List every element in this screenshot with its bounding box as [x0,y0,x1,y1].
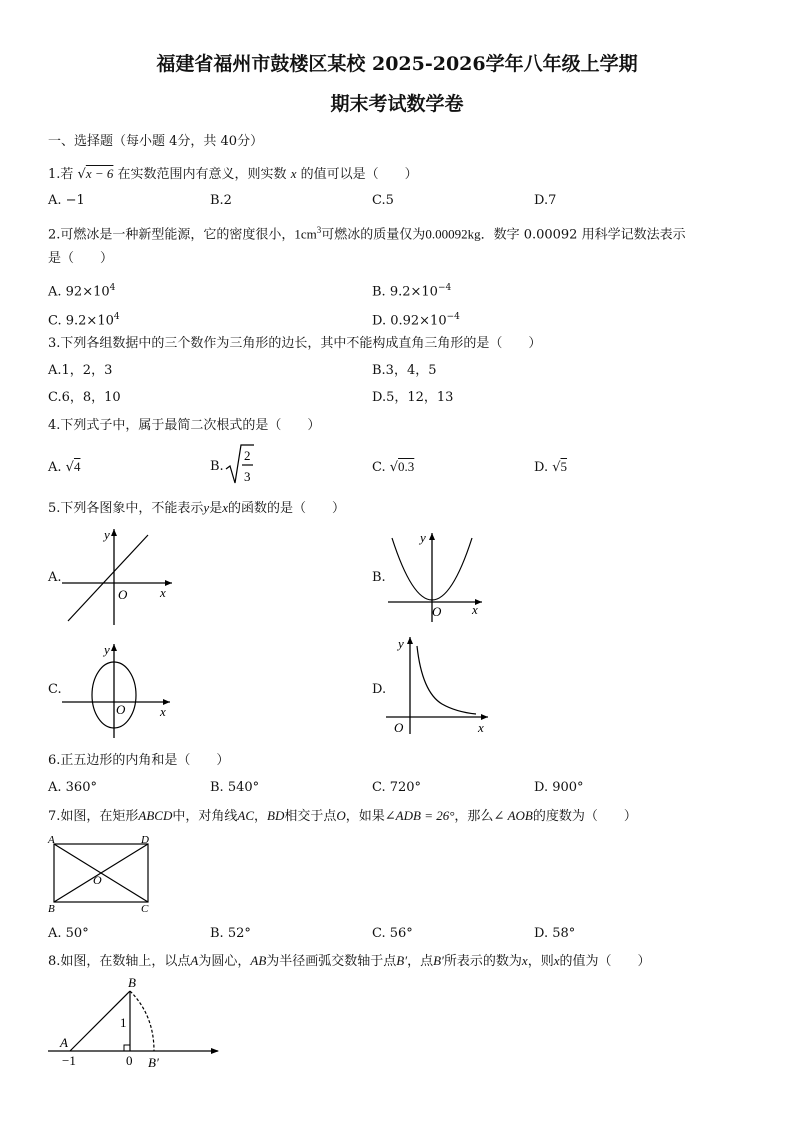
q1-post: 在实数范围内有意义，则实数 [117,167,287,182]
q5-var-x: x [222,500,228,515]
q1-option-b: B.2 [210,193,232,208]
q5b-y-arrow [429,533,435,540]
q7-point-a: A [48,834,55,846]
q5c-origin: O [116,702,126,717]
q8-arrow [211,1048,219,1054]
q2-a-exp: 4 [109,283,116,293]
q5a-origin: O [118,587,128,602]
q7-point-d: D [141,834,149,846]
q5d-x-label: x [478,720,484,735]
q4-option-b-fraction [224,443,254,489]
exam-title-line2: 期末考试数学卷 [330,93,464,115]
q2-d-text: D. 0.92×10 [372,313,447,329]
q1-radicand: x − 6 [85,166,114,181]
q8-label-zero: 0 [126,1053,133,1068]
q7-option-a: A. 50° [48,926,89,941]
q1-option-d: D.7 [534,193,557,208]
q3-option-c: C.6，8，10 [48,390,121,405]
q4-option-d: D. √5 [534,459,568,475]
q5a-x-label: x [160,585,166,600]
q5d-y-arrow [407,637,413,644]
q8-label-b: B [128,975,136,990]
q4-option-a: A. √4 [48,459,81,475]
q4-b-numerator: 2 [244,448,251,463]
q8-label-bprime: B′ [148,1055,159,1070]
q7-ac: AC [237,808,254,823]
q1-pre: 1.若 [48,167,74,182]
q5-stem-a: 5.下列各图象中，不能表示 [48,501,204,516]
q5-option-b-label: B. [372,570,386,585]
q7-bd: BD [267,808,285,823]
q2-part-b: 可燃冰的质量仅为 [321,227,426,243]
q7-option-d: D. 58° [534,926,576,941]
question-4-stem: 4.下列式子中，属于最简二次根式的是（ ） [48,418,321,433]
q1-option-c: C.5 [372,193,394,208]
q2-a-text: A. 92×10 [48,284,110,300]
q7-s2: 中，对角线 [172,809,238,824]
q6-option-a: A. 360° [48,780,97,795]
q1-radical: √x − 6 [77,166,114,182]
q8-a: A [190,953,199,968]
q5a-y-label: y [104,527,110,542]
q5d-y-label: y [398,636,404,651]
q8-s7: 的值为（ ） [559,954,651,969]
q5b-origin: O [432,604,442,619]
q4-c-label: C. [372,460,386,475]
q8-label-neg1: −1 [62,1053,76,1068]
q7-s1: 7.如图，在矩形 [48,809,139,824]
q7-option-c: C. 56° [372,926,413,941]
q5-graph-c-ellipse [60,640,180,740]
q5-var-y: y [203,500,210,515]
q7-aob: ∠ AOB [493,808,533,823]
q2-part-c: ．数字 0.00092 用科学记数法表示 [480,227,686,243]
q5d-origin: O [394,720,404,735]
section-heading: 一、选择题（每小题 4分，共 40分） [48,134,264,149]
q5-option-c-label: C. [48,682,62,697]
q4-a-label: A. [48,460,62,475]
q5-graph-d-hyperbola [384,634,494,738]
q8-x: x [521,953,528,968]
q2-b-exp: −4 [437,283,452,293]
q8-s6: ，则 [527,954,554,969]
q2-unit-exp: 3 [316,225,322,235]
q2-option-c [48,309,120,329]
q7-abcd: ABCD [138,808,173,823]
q8-number-line-figure [46,975,226,1071]
q3-option-b: B.3，4，5 [372,363,437,378]
q8-arc [130,991,154,1051]
q8-s2: 为圆心， [198,954,251,969]
q4-a-radicand: 4 [73,459,81,474]
q3-option-d: D.5，12，13 [372,390,454,405]
q5-option-d-label: D. [372,682,387,697]
q8-label-a: A [60,1035,68,1050]
question-6-stem: 6.正五边形的内角和是（ ） [48,753,230,768]
q5-option-a-label: A. [48,570,62,585]
q7-point-o: O [93,873,102,887]
q7-rectangle-figure [46,832,158,916]
question-7-stem [48,808,637,825]
q1-var: x [290,166,297,181]
q7-o: O [336,808,346,823]
q8-label-one: 1 [120,1015,127,1030]
q4-b-denominator: 3 [244,469,251,484]
q3-option-a: A.1，2，3 [48,363,113,378]
q6-option-d: D. 900° [534,780,584,795]
q6-option-b: B. 540° [210,780,260,795]
q8-bp: B′ [396,953,408,968]
q5d-curve [417,646,476,714]
q1-option-a: A. −1 [48,193,85,208]
q5c-x-label: x [160,704,166,719]
q2-d-exp: −4 [446,312,460,322]
q2-part-a: 2.可燃冰是一种新型能源，它的密度很小， [48,227,295,243]
q8-x2: x [553,953,560,968]
q2-option-a [48,280,115,300]
question-1-stem [48,166,418,183]
q7-s4: 相交于点 [284,809,337,824]
q5a-x-arrow [165,580,172,586]
q2-b-text: B. 9.2×10 [372,284,438,300]
q5-stem-c: 的函数的是（ ） [227,501,345,516]
q2-option-b [372,280,451,300]
q4-c-radicand: 0.3 [398,459,415,474]
q8-s3: 为半径画弧交数轴于点 [266,954,397,969]
q5-graph-a-line [60,525,180,627]
q2-option-d [372,309,460,329]
q8-s4: ，点 [407,954,434,969]
q5-graph-b-parabola [386,530,486,622]
q2-mass: 0.00092kg [425,226,481,242]
q6-option-c: C. 720° [372,780,422,795]
question-5-stem [48,500,345,517]
q8-s1: 8.如图，在数轴上，以点 [48,954,191,969]
q5a-y-arrow [111,529,117,536]
q2-c-exp: 4 [113,312,120,322]
question-8-stem [48,953,651,970]
q5c-y-label: y [104,642,110,657]
q5b-x-label: x [472,602,478,617]
q8-right-angle [124,1045,130,1051]
q8-ab: AB [250,953,267,968]
q5b-y-label: y [420,530,426,545]
q5c-y-arrow [111,644,117,651]
q5-stem-b: 是 [209,501,223,516]
q4-option-b-label: B. [210,459,224,474]
q7-angle: ∠ADB = 26° [384,808,455,823]
q7-s6: ，那么 [454,809,494,824]
q8-bp2: B′ [433,953,444,968]
q4-option-c: C. √0.3 [372,459,415,475]
question-3-stem: 3.下列各组数据中的三个数作为三角形的边长，其中不能构成直角三角形的是（ ） [48,336,542,351]
q7-s3: ， [254,809,268,824]
q4-d-label: D. [534,460,549,475]
q1-tail: 的值可以是（ ） [300,167,418,182]
exam-title-line1: 福建省福州市鼓楼区某校 2025-2026学年八年级上学期 [156,53,638,75]
q7-point-b: B [48,903,55,915]
q5a-curve [68,535,148,621]
q8-s5: 所表示的数为 [443,954,522,969]
q7-s5: ，如果 [345,809,385,824]
question-2-stem-line2: 是（ ） [48,251,114,266]
question-2-stem [48,222,686,243]
q2-c-text: C. 9.2×10 [48,313,114,329]
q7-s7: 的度数为（ ） [532,809,637,824]
q7-option-b: B. 52° [210,926,251,941]
q4-d-radicand: 5 [560,459,568,474]
q7-point-c: C [141,903,149,915]
q2-unit: 1cm [294,226,317,242]
